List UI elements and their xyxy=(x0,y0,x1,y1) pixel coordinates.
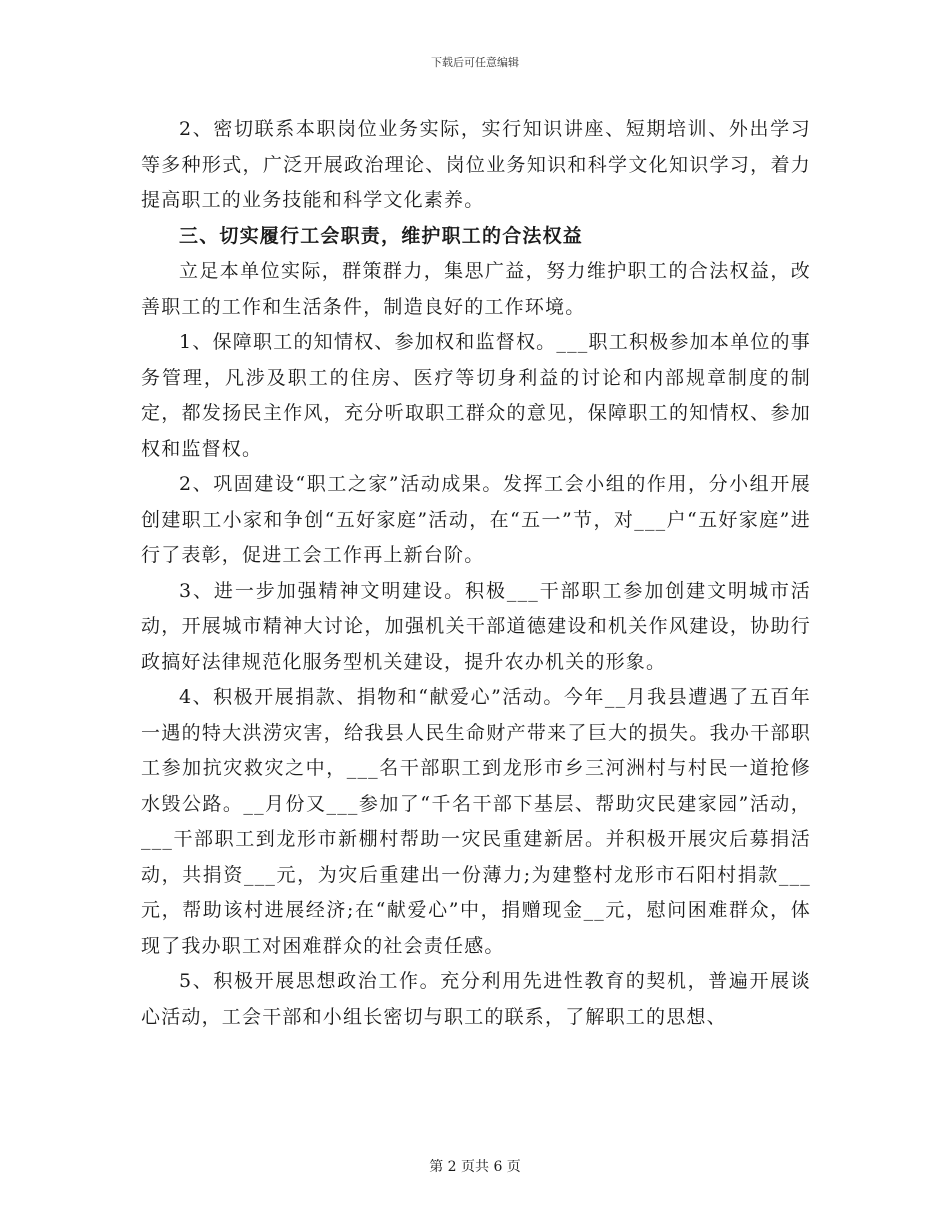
paragraph-item-2-study: 2、密切联系本职岗位业务实际，实行知识讲座、短期培训、外出学习等多种形式，广泛开展政治理论、岗位业务知识和科学文化知识学习，着力提高职工的业务技能和科学文化素养。 xyxy=(141,118,811,211)
paragraph-item-2-workers-home: 2、巩固建设“职工之家”活动成果。发挥工会小组的作用，分小组开展创建职工小家和争创“五好家庭”活动，在“五一”节，对___户“五好家庭”进行了表彰，促进工会工作再上新台阶。 xyxy=(141,473,811,566)
paragraph-section-intro: 立足本单位实际，群策群力，集思广益，努力维护职工的合法权益，改善职工的工作和生活条件，制造良好的工作环境。 xyxy=(141,260,811,318)
section-heading-3: 三、切实履行工会职责，维护职工的合法权益 xyxy=(179,224,584,247)
paragraph-item-4-donation: 4、积极开展捐款、捐物和“献爱心”活动。今年__月我县遭遇了五百年一遇的特大洪涝灾害，给我县人民生命财产带来了巨大的损失。我办干部职工参加抗灾救灾之中，___名干部职工到龙形市乡三河洲村与村民一道抢修水毁公路。__月份又___参加了“千名干部下基层、帮助灾民建家园”活动，___干部职工到龙形市新棚村帮助一灾民重建新居。并积极开展灾后募捐活动，共捐资___元，为灾后重建出一份薄力;为建整村龙形市石阳村捐款___元，帮助该村进展经济;在“献爱心”中，捐赠现金__元，慰问困难群众，体现了我办职工对困难群众的社会责任感。 xyxy=(141,686,811,957)
page-header-note: 下载后可任意编辑 xyxy=(431,56,519,69)
document-body xyxy=(141,112,811,1035)
paragraph-item-5-ideology: 5、积极开展思想政治工作。充分利用先进性教育的契机，普遍开展谈心活动，工会干部和小组长密切与职工的联系，了解职工的思想、 xyxy=(141,970,811,1028)
paragraph-item-3-civilization: 3、进一步加强精神文明建设。积极___干部职工参加创建文明城市活动，开展城市精神大讨论，加强机关干部道德建设和机关作风建设，协助行政搞好法律规范化服务型机关建设，提升农办机关的形象。 xyxy=(141,579,811,673)
paragraph-item-1-rights: 1、保障职工的知情权、参加权和监督权。___职工积极参加本单位的事务管理，凡涉及职工的住房、医疗等切身利益的讨论和内部规章制度的制定，都发扬民主作风，充分听取职工群众的意见，保障职工的知情权、参加权和监督权。 xyxy=(141,331,811,460)
page-number: 第 2 页共 6 页 xyxy=(429,1159,521,1175)
